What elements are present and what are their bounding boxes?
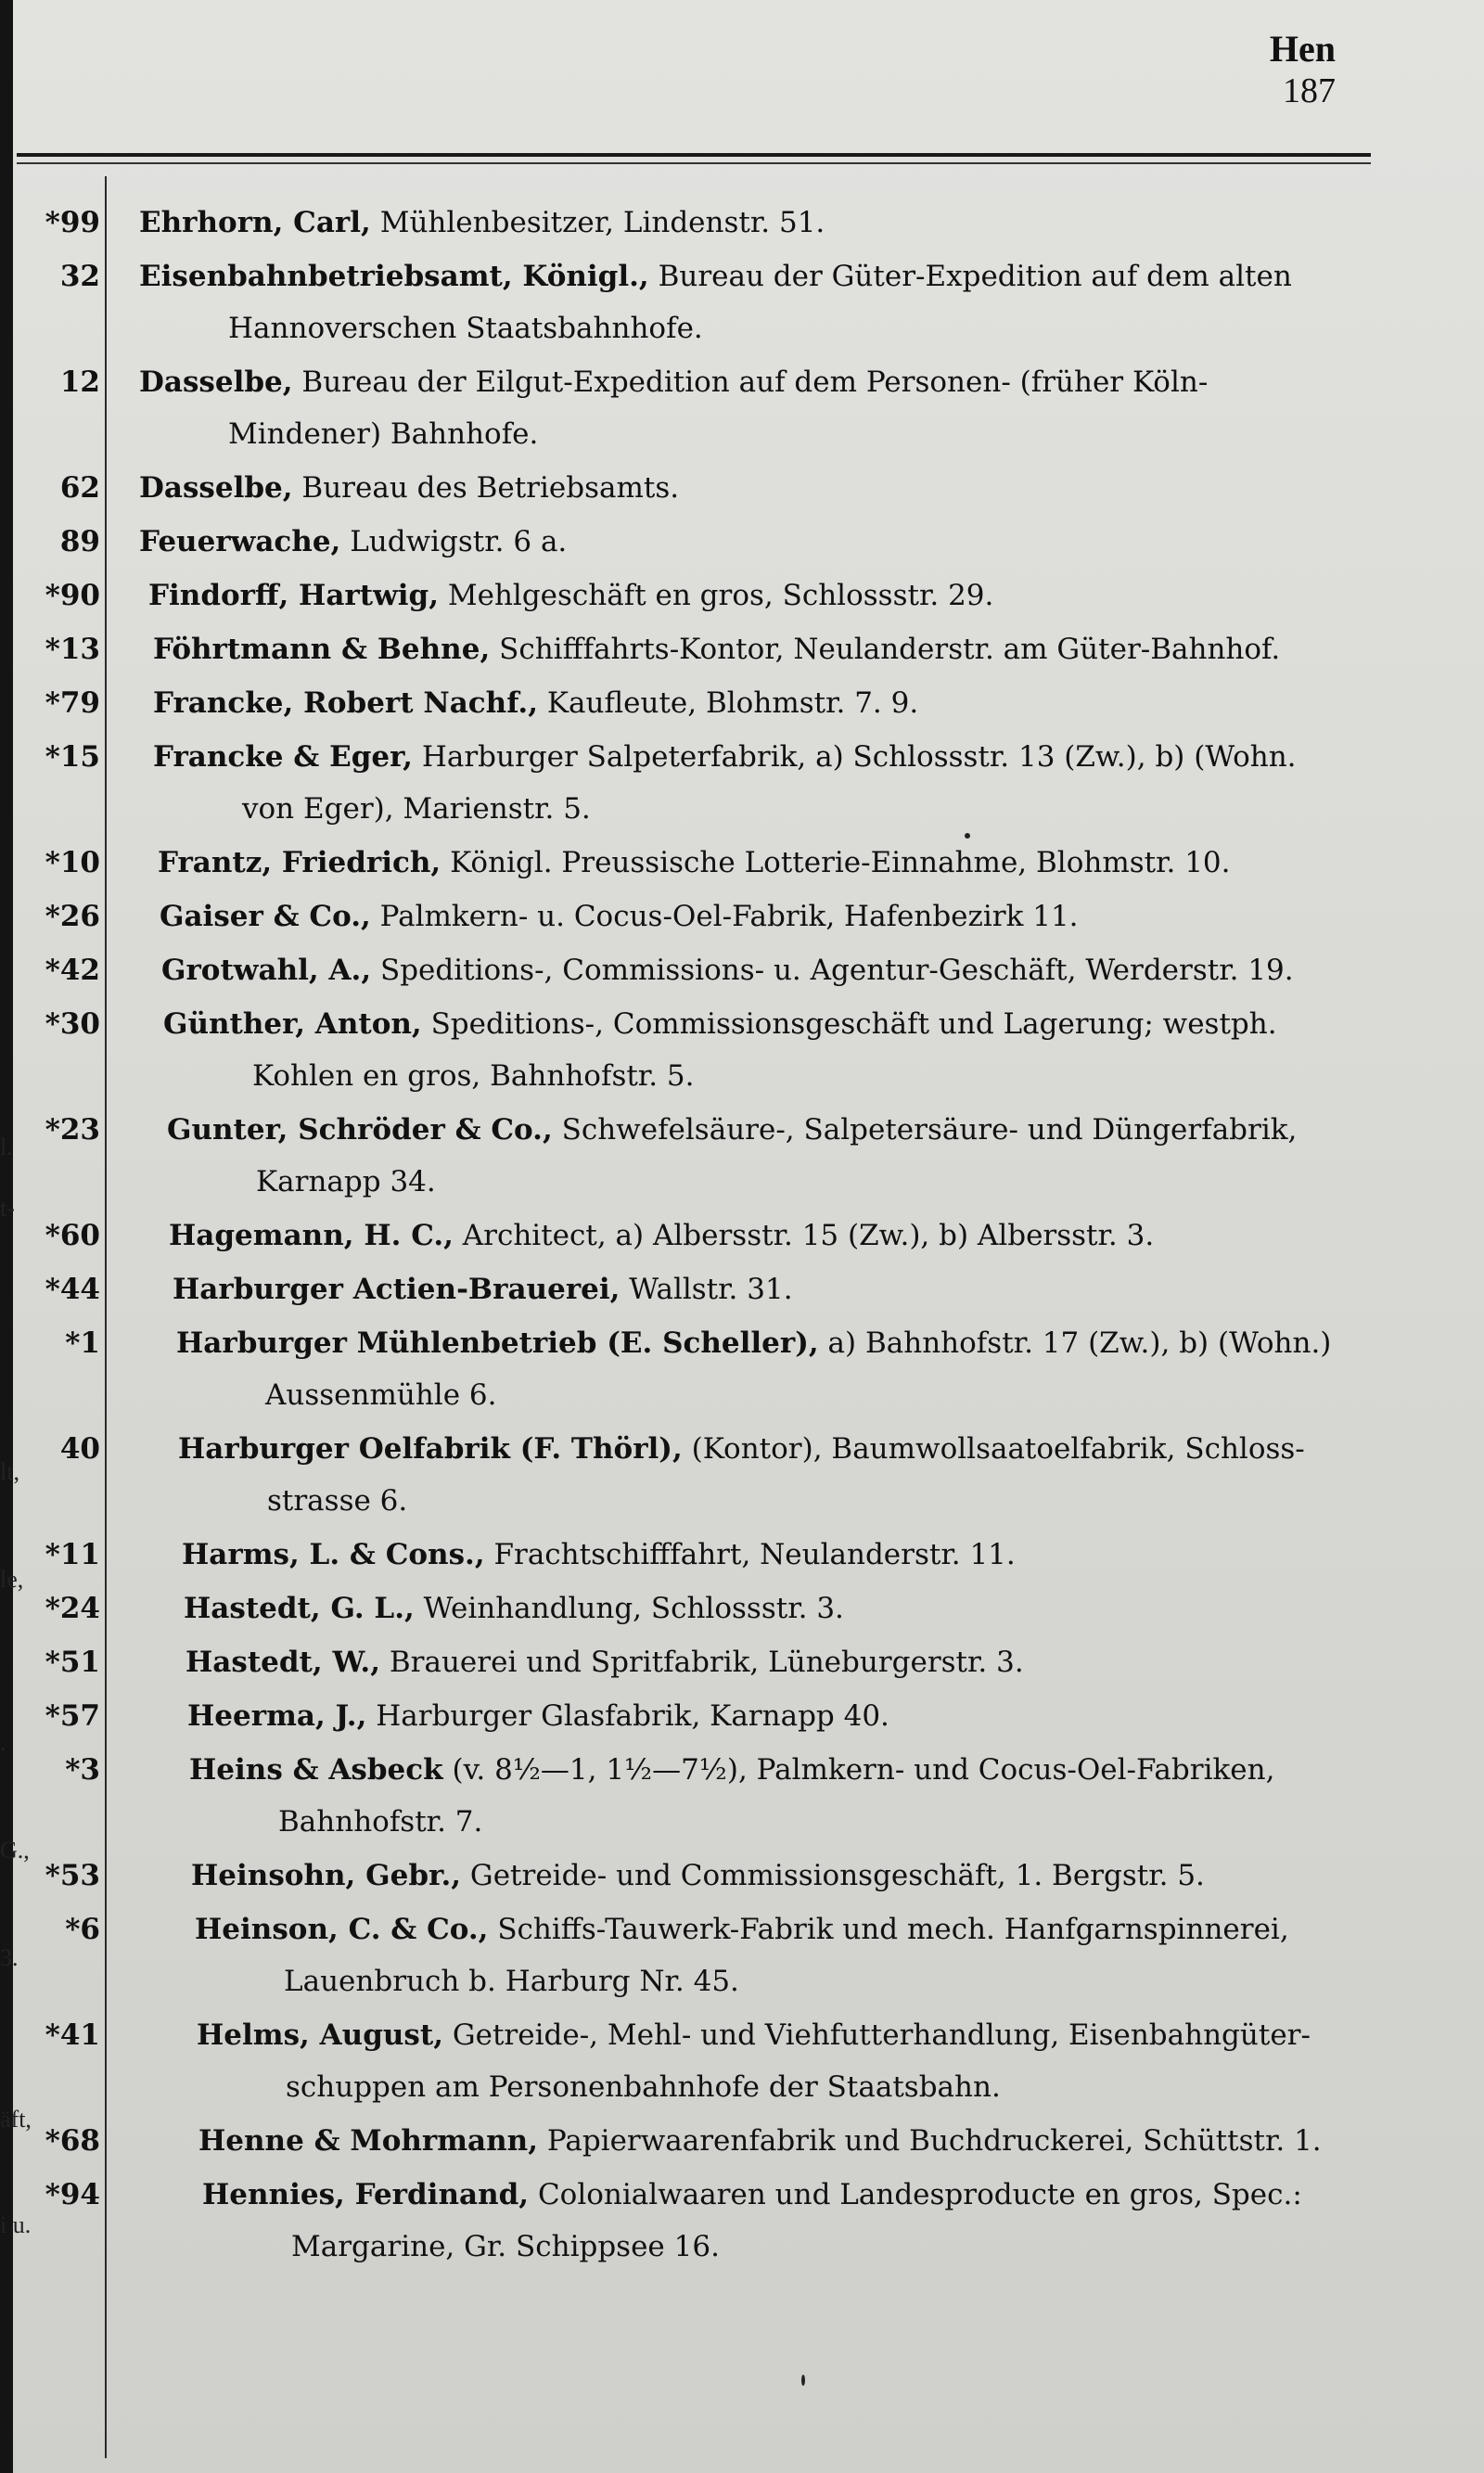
entry-continuation: strasse 6. [267,1484,408,1518]
margin-snippet: i u. [0,2211,32,2238]
margin-snippet: äft, [0,2106,32,2133]
entry-description: Speditions-, Commissionsgeschäft und Lagerung; westph. [421,1007,1277,1041]
entry-number: *23 [45,1113,100,1147]
entry-number: *51 [45,1646,100,1679]
entry-number: *24 [45,1592,100,1625]
entry-text [167,1104,1387,1208]
entry-description: Brauerei und Spritfabrik, Lüneburgerstr. 3. [380,1646,1024,1679]
entry-description: Mehlgeschäft en gros, Schlossstr. 29. [439,579,994,612]
entry-number: *6 [65,1913,100,1946]
ink-speck [965,833,970,839]
entry-number: *60 [45,1219,100,1252]
entry-number: 62 [59,471,100,505]
entry-number: 32 [59,260,100,293]
entry-number: *3 [65,1753,100,1787]
entry-name: Frantz, Friedrich, [158,846,441,879]
entry-text [153,623,1387,675]
entry-description: Weinhandlung, Schlossstr. 3. [414,1592,844,1625]
entry-text [148,570,1387,621]
entry-text [139,250,1387,354]
entry-text [184,1582,1387,1634]
entry-name: Ehrhorn, Carl, [139,206,371,239]
entry-number: *26 [45,900,100,933]
entry-text [182,1529,1387,1581]
entry-text [139,462,1387,514]
entry-description: Ludwigstr. 6 a. [340,525,568,558]
entry-number: *11 [45,1538,100,1571]
entry-number: *42 [45,954,100,987]
entry-description: Schifffahrts-Kontor, Neulanderstr. am Güter-Bahnhof. [490,633,1281,666]
entry-description: Schwefelsäure-, Salpetersäure- und Düngerfabrik, [552,1113,1298,1147]
entry-text [187,1690,1387,1742]
entry-text [176,1317,1387,1421]
entry-description: Speditions-, Commissions- u. Agentur-Geschäft, Werderstr. 19. [371,954,1294,987]
entry-continuation: Bahnhofstr. 7. [278,1805,483,1839]
entry-number: *57 [45,1699,100,1733]
entry-description: Schiffs-Tauwerk-Fabrik und mech. Hanfgarnspinnerei, [488,1913,1289,1946]
entry-name: Heins & Asbeck [189,1753,443,1787]
entry-description: Harburger Salpeterfabrik, a) Schlossstr. 13 (Zw.), b) (Wohn. [412,740,1297,774]
entry-number: *15 [45,740,100,774]
entry-number: *94 [45,2178,100,2211]
entry-text [161,944,1387,996]
margin-snippet: 3. [0,1944,19,1971]
entry-continuation: Mindener) Bahnhofe. [228,417,539,451]
entry-text [139,356,1387,460]
entry-number: *13 [45,633,100,666]
entry-description: a) Bahnhofstr. 17 (Zw.), b) (Wohn.) [818,1326,1332,1360]
entry-text [173,1263,1387,1315]
entry-number: *90 [45,579,100,612]
entry-name: Hennies, Ferdinand, [202,2178,530,2211]
entry-text [202,2169,1387,2273]
entry-name: Heerma, J., [187,1699,367,1733]
page-header [1270,28,1336,111]
entry-number: *10 [45,846,100,879]
entry-description: Colonialwaaren und Landesproducte en gros, Spec.: [529,2178,1302,2211]
ink-speck [801,2375,805,2386]
margin-snippet: lt, [0,1458,19,1485]
entry-text [197,2009,1387,2113]
entry-number: *41 [45,2018,100,2052]
entry-description: Frachtschifffahrt, Neulanderstr. 11. [484,1538,1016,1571]
entry-name: Dasselbe, [139,365,293,399]
entry-text [178,1423,1387,1527]
margin-snippet: . [0,1729,6,1756]
entry-number: *53 [45,1859,100,1892]
entry-name: Eisenbahnbetriebsamt, Königl., [139,260,649,293]
entry-description: (v. 8½—1, 1½—7½), Palmkern- und Cocus-Oel-Fabriken, [442,1753,1275,1787]
entry-name: Hastedt, W., [186,1646,381,1679]
entry-text [189,1744,1387,1848]
entry-description: Palmkern- u. Cocus-Oel-Fabrik, Hafenbezirk 11. [370,900,1079,933]
entry-continuation: von Eger), Marienstr. 5. [242,792,591,826]
entry-continuation: Margarine, Gr. Schippsee 16. [291,2230,720,2263]
entry-description: Architect, a) Albersstr. 15 (Zw.), b) Albersstr. 3. [453,1219,1155,1252]
entry-description: Harburger Glasfabrik, Karnapp 40. [366,1699,889,1733]
entry-text [186,1636,1387,1688]
entry-number: *30 [45,1007,100,1041]
header-abbreviation: Hen [1269,28,1336,70]
number-column-rule [105,176,107,2458]
entry-name: Gaiser & Co., [160,900,371,933]
entry-description: Bureau der Eilgut-Expedition auf dem Personen- (früher Köln- [292,365,1209,399]
entry-name: Hagemann, H. C., [169,1219,454,1252]
entry-description: Kaufleute, Blohmstr. 7. 9. [538,686,919,720]
entry-text [158,837,1387,889]
margin-snippet: t- [0,1195,15,1222]
entry-text [198,2115,1387,2167]
entry-continuation: schuppen am Personenbahnhofe der Staatsbahn. [286,2070,1001,2104]
entry-description: Königl. Preussische Lotterie-Einnahme, Blohmstr. 10. [441,846,1231,879]
entry-description: Mühlenbesitzer, Lindenstr. 51. [370,206,825,239]
entry-number: *44 [45,1273,100,1306]
entry-name: Gunter, Schröder & Co., [167,1113,553,1147]
entry-description: Bureau des Betriebsamts. [292,471,680,505]
entry-text [139,197,1387,249]
entry-number: 89 [59,525,100,558]
entry-name: Feuerwache, [139,525,341,558]
header-page-number: 187 [1283,71,1336,110]
entry-text [191,1850,1387,1902]
page-left-edge [0,0,13,2473]
entry-name: Helms, August, [197,2018,443,2052]
margin-snippet: l. [0,1134,13,1160]
entry-continuation: Lauenbruch b. Harburg Nr. 45. [284,1965,739,1998]
entry-number: *99 [45,206,100,239]
entry-name: Hastedt, G. L., [184,1592,415,1625]
entry-text [160,891,1387,942]
entry-continuation: Hannoverschen Staatsbahnhofe. [228,312,703,345]
entry-text [153,677,1387,729]
entry-description: Getreide- und Commissionsgeschäft, 1. Bergstr. 5. [461,1859,1205,1892]
entry-text [169,1210,1387,1262]
entry-number: *68 [45,2124,100,2158]
entry-name: Francke, Robert Nachf., [153,686,539,720]
entry-name: Dasselbe, [139,471,293,505]
entry-name: Grotwahl, A., [161,954,372,987]
entry-name: Heinson, C. & Co., [195,1913,489,1946]
entry-number: 12 [59,365,100,399]
entry-number: *79 [45,686,100,720]
entry-name: Harms, L. & Cons., [182,1538,485,1571]
entry-name: Francke & Eger, [153,740,413,774]
header-rule-thick [17,153,1371,157]
entry-name: Harburger Mühlenbetrieb (E. Scheller), [176,1326,819,1360]
entry-continuation: Kohlen en gros, Bahnhofstr. 5. [252,1059,695,1093]
entry-number: 40 [59,1432,100,1466]
entry-name: Heinsohn, Gebr., [191,1859,462,1892]
entry-name: Günther, Anton, [163,1007,422,1041]
entry-number: *1 [65,1326,100,1360]
entry-description: Wallstr. 31. [620,1273,793,1306]
entry-name: Harburger Actien-Brauerei, [173,1273,620,1306]
entry-name: Föhrtmann & Behne, [153,633,491,666]
entry-text [163,998,1387,1102]
entry-description: (Kontor), Baumwollsaatoelfabrik, Schloss- [682,1432,1305,1466]
entry-description: Getreide-, Mehl- und Viehfutterhandlung, Eisenbahngüter- [443,2018,1311,2052]
entry-name: Findorff, Hartwig, [148,579,439,612]
header-rule-thin [17,162,1371,164]
entry-text [139,516,1387,568]
entry-description: Papierwaarenfabrik und Buchdruckerei, Schüttstr. 1. [538,2124,1322,2158]
entry-continuation: Karnapp 34. [256,1165,436,1198]
entry-name: Henne & Mohrmann, [198,2124,539,2158]
entry-name: Harburger Oelfabrik (F. Thörl), [178,1432,683,1466]
entry-continuation: Aussenmühle 6. [265,1378,497,1412]
entry-description: Bureau der Güter-Expedition auf dem alten [648,260,1292,293]
entry-text [195,1903,1387,2007]
entry-text [153,731,1387,835]
margin-snippet: G., [0,1837,30,1864]
margin-snippet: le, [0,1566,24,1593]
